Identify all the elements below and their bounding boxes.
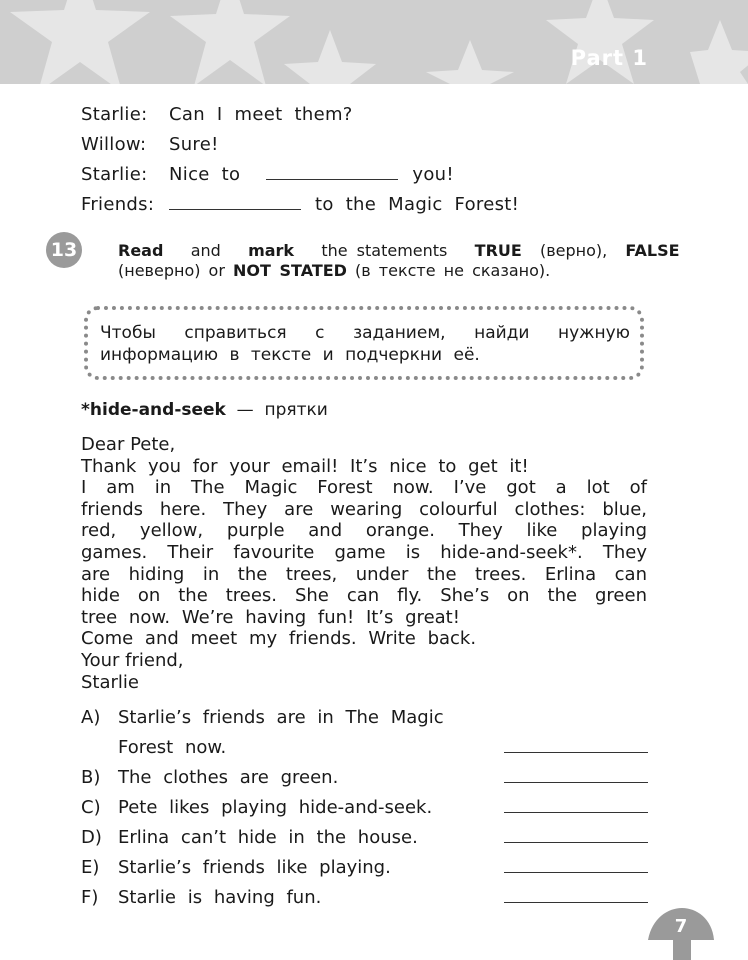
dialog-line bbox=[81, 104, 353, 125]
statement-text: Erlina can’t hide in the house. bbox=[118, 827, 418, 848]
statement-letter: F) bbox=[81, 887, 99, 908]
letter-line: friends here. They are wearing colourful clothes: blue, bbox=[81, 498, 647, 520]
dialog-text: to the Magic Forest! bbox=[315, 194, 520, 215]
page-number: 7 bbox=[674, 916, 688, 937]
fill-in-blank[interactable] bbox=[169, 195, 301, 210]
tip-line: Чтобы справиться с заданием, найди нужную bbox=[100, 323, 630, 343]
tip-text bbox=[100, 322, 630, 366]
letter-line: tree now. We’re having fun! It’s great! bbox=[81, 606, 460, 628]
instruction-word: the statements bbox=[321, 241, 448, 260]
instruction-word: NOT STATED bbox=[233, 261, 347, 280]
glossary-note bbox=[81, 400, 328, 420]
star-decoration-icon bbox=[0, 0, 748, 84]
glossary-dash: — bbox=[236, 400, 254, 420]
letter-signature: Starlie bbox=[81, 671, 139, 693]
answer-line[interactable] bbox=[504, 752, 648, 753]
letter-closing: Your friend, bbox=[81, 649, 184, 671]
instruction-word: FALSE bbox=[625, 241, 680, 260]
dialog-line bbox=[81, 164, 454, 185]
letter-line: Come and meet my friends. Write back. bbox=[81, 628, 477, 650]
statement-text: Starlie is having fun. bbox=[118, 887, 322, 908]
statement-letter: E) bbox=[81, 857, 100, 878]
statement-text: Pete likes playing hide-and-seek. bbox=[118, 797, 433, 818]
dialog-speaker: Friends: bbox=[81, 194, 155, 215]
letter-greeting: Dear Pete, bbox=[81, 434, 176, 455]
statement-letter: C) bbox=[81, 797, 101, 818]
instruction-word: TRUE bbox=[474, 241, 522, 260]
part-label: Part 1 bbox=[570, 46, 648, 70]
letter-line: I am in The Magic Forest now. I’ve got a lot of bbox=[81, 477, 647, 499]
dialog-speaker: Starlie: bbox=[81, 104, 148, 125]
dialog-line bbox=[81, 134, 219, 155]
letter-text bbox=[81, 434, 647, 693]
statement-text: Starlie’s friends are in The Magic bbox=[118, 707, 444, 728]
instruction-word: mark bbox=[248, 241, 295, 260]
answer-line[interactable] bbox=[504, 842, 648, 843]
dialog-text: you! bbox=[412, 164, 454, 185]
statement-item bbox=[81, 767, 338, 788]
dialog-speaker: Starlie: bbox=[81, 164, 148, 185]
instruction-word: and bbox=[190, 241, 221, 260]
glossary-translation: прятки bbox=[264, 400, 328, 420]
answer-line[interactable] bbox=[504, 782, 648, 783]
letter-line: Thank you for your email! It’s nice to get it! bbox=[81, 455, 529, 477]
statement-item bbox=[81, 887, 321, 908]
answer-line[interactable] bbox=[504, 812, 648, 813]
statement-item bbox=[81, 857, 391, 878]
letter-line: games. Their favourite game is hide-and-seek*. They bbox=[81, 541, 647, 563]
instruction-word: (неверно) or bbox=[118, 261, 225, 280]
dialog-text: Sure! bbox=[169, 134, 219, 155]
statement-letter: A) bbox=[81, 707, 101, 728]
instruction-word: (верно), bbox=[539, 241, 608, 260]
dialog-line bbox=[81, 194, 519, 215]
mushroom-icon bbox=[646, 906, 716, 960]
answer-line[interactable] bbox=[504, 902, 648, 903]
statement-continuation: Forest now. bbox=[118, 737, 227, 758]
dialog-text: Can I meet them? bbox=[169, 104, 353, 125]
glossary-term: *hide-and-seek bbox=[81, 400, 226, 420]
statement-text: Starlie’s friends like playing. bbox=[118, 857, 391, 878]
page-header bbox=[0, 0, 748, 84]
statement-letter: B) bbox=[81, 767, 101, 788]
instruction-word: (в тексте не сказано). bbox=[355, 261, 551, 280]
letter-line: red, yellow, purple and orange. They like playing bbox=[81, 520, 647, 542]
task-number-badge: 13 bbox=[46, 232, 82, 268]
fill-in-blank[interactable] bbox=[266, 165, 398, 180]
statement-item bbox=[81, 797, 432, 818]
task-instruction bbox=[118, 241, 680, 281]
dialog-speaker: Willow: bbox=[81, 134, 147, 155]
letter-line: hide on the trees. She can fly. She’s on the green bbox=[81, 585, 647, 607]
letter-line: are hiding in the trees, under the trees. Erlina can bbox=[81, 563, 647, 585]
statement-item bbox=[81, 707, 444, 728]
instruction-word: Read bbox=[118, 241, 164, 260]
tip-line: информацию в тексте и подчеркни её. bbox=[100, 345, 480, 365]
answer-line[interactable] bbox=[504, 872, 648, 873]
statement-text: The clothes are green. bbox=[118, 767, 339, 788]
statement-letter: D) bbox=[81, 827, 102, 848]
statement-item bbox=[81, 827, 418, 848]
dialog-text: Nice to bbox=[169, 164, 241, 185]
